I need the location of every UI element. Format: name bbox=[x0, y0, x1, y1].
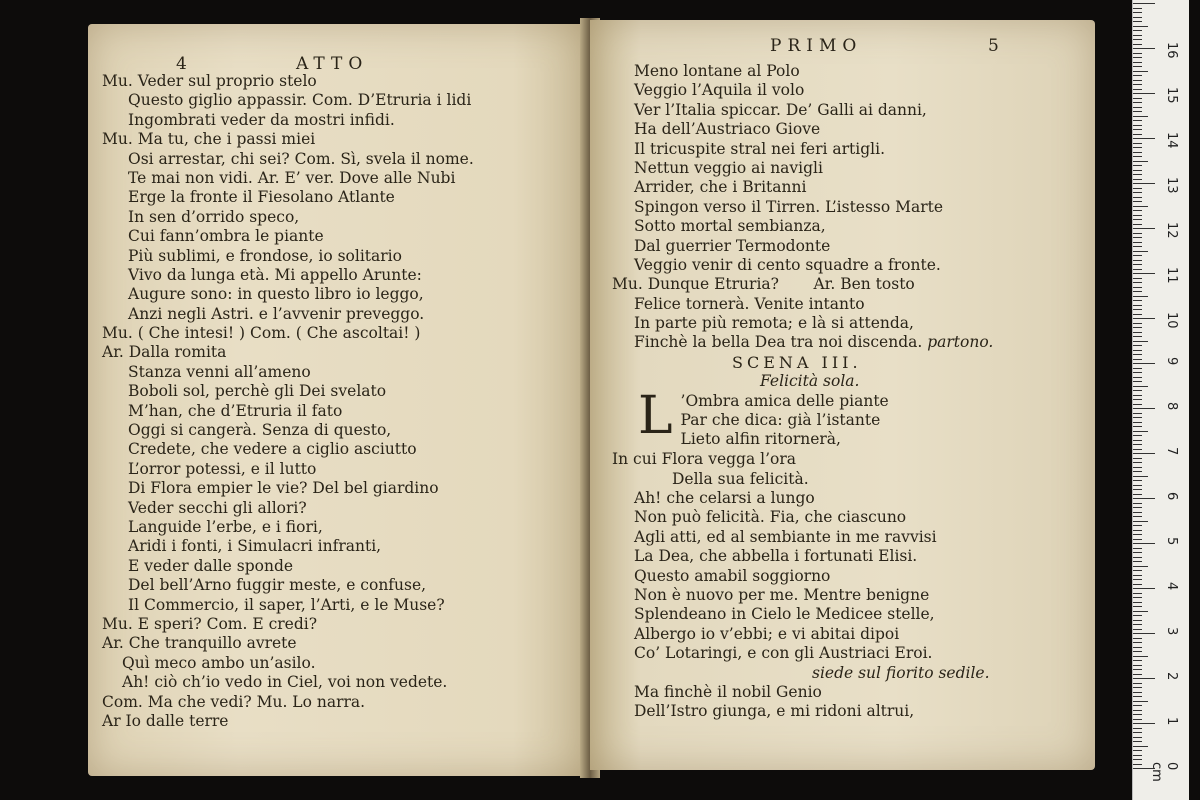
ruler-tick bbox=[1133, 494, 1142, 495]
ruler-tick bbox=[1133, 444, 1142, 445]
aria-line: Lieto alfin ritornerà, bbox=[680, 430, 841, 449]
exit-line bbox=[612, 333, 993, 352]
ruler-tick bbox=[1133, 84, 1142, 85]
ruler-tick bbox=[1133, 264, 1142, 265]
ruler-tick bbox=[1133, 467, 1142, 468]
ruler-tick bbox=[1133, 129, 1142, 130]
ruler-tick bbox=[1133, 476, 1148, 477]
text-line: Non può felicità. Fia, che ciascuno bbox=[634, 508, 907, 527]
ruler-tick bbox=[1133, 638, 1142, 639]
text-line: In parte più remota; e là si attenda, bbox=[634, 314, 914, 333]
ruler-tick bbox=[1133, 188, 1142, 189]
ruler-tick bbox=[1133, 138, 1155, 139]
ruler-tick bbox=[1133, 435, 1142, 436]
ruler-tick bbox=[1133, 98, 1142, 99]
ruler-tick bbox=[1133, 750, 1142, 751]
ruler-tick bbox=[1133, 48, 1155, 49]
ruler-tick bbox=[1133, 296, 1148, 297]
ruler-tick bbox=[1133, 183, 1155, 184]
ruler-tick bbox=[1133, 368, 1142, 369]
ruler-label: 15 bbox=[1164, 87, 1179, 104]
ruler-label: 12 bbox=[1164, 222, 1179, 239]
ruler-tick bbox=[1133, 480, 1142, 481]
ruler-tick bbox=[1133, 602, 1142, 603]
ruler-tick bbox=[1133, 147, 1142, 148]
ruler-label: 7 bbox=[1164, 447, 1179, 456]
text-line: Oggi si cangerà. Senza di questo, bbox=[128, 421, 392, 440]
ruler-tick bbox=[1133, 431, 1148, 432]
book-spread bbox=[80, 18, 1100, 776]
ruler-tick bbox=[1133, 413, 1142, 414]
text-line: Te mai non vidi. Ar. E’ ver. Dove alle Nubi bbox=[128, 168, 456, 187]
ruler-tick bbox=[1133, 710, 1142, 711]
ruler-label: 14 bbox=[1164, 132, 1179, 149]
text-line: Mu. ( Che intesi! ) Com. ( Che ascoltai! ) bbox=[102, 324, 421, 343]
text-line: Veder secchi gli allori? bbox=[128, 498, 307, 517]
ruler-tick bbox=[1133, 503, 1142, 504]
ruler-tick bbox=[1133, 336, 1142, 337]
text-line: Di Flora empier le vie? Del bel giardino bbox=[128, 479, 439, 498]
text-line: Augure sono: in questo libro io leggo, bbox=[128, 285, 424, 304]
ruler-tick bbox=[1133, 323, 1142, 324]
page-number: 4 bbox=[176, 54, 187, 74]
ruler-tick bbox=[1133, 611, 1148, 612]
ruler-tick bbox=[1133, 498, 1155, 499]
text-line: Del bell’Arno fuggir meste, e confuse, bbox=[128, 576, 427, 595]
ruler-tick bbox=[1133, 485, 1142, 486]
ruler-tick bbox=[1133, 287, 1142, 288]
text-line: Ah! ciò ch’io vedo in Ciel, voi non vedete. bbox=[122, 673, 448, 692]
text-line: Meno lontane al Polo bbox=[634, 62, 800, 80]
ruler-tick bbox=[1133, 278, 1142, 279]
ruler-tick bbox=[1133, 201, 1142, 202]
ruler-label: 5 bbox=[1164, 537, 1179, 546]
text-line: Mu. Veder sul proprio stelo bbox=[102, 72, 317, 90]
ruler-tick bbox=[1133, 552, 1142, 553]
ruler-tick bbox=[1133, 62, 1142, 63]
ruler-tick bbox=[1133, 692, 1142, 693]
ruler-label: 4 bbox=[1164, 582, 1179, 591]
aria-line: Par che dica: già l’istante bbox=[680, 411, 881, 430]
ruler-tick bbox=[1133, 111, 1142, 112]
ruler-tick bbox=[1133, 426, 1142, 427]
text-line: Ar. Dalla romita bbox=[102, 343, 227, 362]
text-line: Languide l’erbe, e i fiori, bbox=[128, 517, 323, 536]
ruler-tick bbox=[1133, 521, 1148, 522]
ruler-tick bbox=[1133, 39, 1142, 40]
text-line: Anzi negli Astri. e l’avvenir preveggo. bbox=[128, 304, 425, 323]
ruler-tick bbox=[1133, 530, 1142, 531]
exit-line-text: Finchè la bella Dea tra noi discenda. bbox=[634, 333, 923, 352]
ruler-tick bbox=[1133, 516, 1142, 517]
ruler-tick bbox=[1133, 3, 1155, 4]
stage-direction: siede sul fiorito sedile. bbox=[812, 663, 990, 682]
ruler-tick bbox=[1133, 723, 1155, 724]
ruler-tick bbox=[1133, 350, 1142, 351]
ruler-tick bbox=[1133, 372, 1142, 373]
text-line: Ah! che celarsi a lungo bbox=[634, 489, 815, 508]
ruler-tick bbox=[1133, 651, 1142, 652]
ruler-tick bbox=[1133, 764, 1142, 765]
ruler-tick bbox=[1133, 75, 1142, 76]
text-line: Boboli sol, perchè gli Dei svelato bbox=[128, 382, 387, 401]
text-line: Osi arrestar, chi sei? Com. Sì, svela il nome. bbox=[128, 149, 474, 168]
scene-subtitle: Felicità sola. bbox=[760, 372, 860, 391]
ruler-tick bbox=[1133, 606, 1142, 607]
ruler-tick bbox=[1133, 210, 1142, 211]
ruler-tick bbox=[1133, 179, 1142, 180]
ruler-tick bbox=[1133, 363, 1155, 364]
ruler-tick bbox=[1133, 701, 1148, 702]
ruler-tick bbox=[1133, 584, 1142, 585]
ruler-tick bbox=[1133, 381, 1142, 382]
ruler-tick bbox=[1133, 359, 1142, 360]
ruler-tick bbox=[1133, 408, 1155, 409]
ruler-tick bbox=[1133, 255, 1142, 256]
ruler-tick bbox=[1133, 269, 1142, 270]
ruler-tick bbox=[1133, 548, 1142, 549]
ruler-tick bbox=[1133, 399, 1142, 400]
ruler-tick bbox=[1133, 620, 1142, 621]
ruler-tick bbox=[1133, 525, 1142, 526]
ruler-tick bbox=[1133, 197, 1142, 198]
ruler-label: 0 cm bbox=[1149, 762, 1179, 782]
ruler-tick bbox=[1133, 66, 1142, 67]
ruler-tick bbox=[1133, 314, 1142, 315]
ruler-tick bbox=[1133, 237, 1142, 238]
ruler-tick bbox=[1133, 93, 1155, 94]
ruler-tick bbox=[1133, 593, 1142, 594]
text-line: Com. Ma che vedi? Mu. Lo narra. bbox=[102, 692, 366, 711]
ruler-label: 16 bbox=[1164, 42, 1179, 59]
ruler-tick bbox=[1133, 152, 1142, 153]
ruler-tick bbox=[1133, 615, 1142, 616]
left-page-text bbox=[102, 72, 474, 731]
ruler-tick bbox=[1133, 246, 1142, 247]
text-line: Non è nuovo per me. Mentre benigne bbox=[634, 585, 930, 604]
ruler-tick bbox=[1133, 390, 1142, 391]
ruler-tick bbox=[1133, 534, 1142, 535]
ruler-tick bbox=[1133, 633, 1155, 634]
ruler-label: 2 bbox=[1164, 672, 1179, 681]
ruler-tick bbox=[1133, 341, 1148, 342]
right-page bbox=[590, 20, 1095, 770]
ruler-tick bbox=[1133, 656, 1148, 657]
ruler-tick bbox=[1133, 345, 1142, 346]
ruler-tick bbox=[1133, 53, 1142, 54]
ruler-tick bbox=[1133, 156, 1142, 157]
ruler-tick bbox=[1133, 665, 1142, 666]
ruler-tick bbox=[1133, 557, 1142, 558]
text-line: Dell’Istro giunga, e mi ridoni altrui, bbox=[634, 702, 915, 721]
ruler-tick bbox=[1133, 539, 1142, 540]
ruler-tick bbox=[1133, 57, 1142, 58]
aria-line: ’Ombra amica delle piante bbox=[680, 391, 889, 410]
drop-cap: L bbox=[638, 385, 673, 446]
ruler-tick bbox=[1133, 170, 1142, 171]
ruler-label: 9 bbox=[1164, 357, 1179, 366]
ruler-tick bbox=[1133, 44, 1142, 45]
dialogue-line: Mu. Dunque Etruria? Ar. Ben tosto bbox=[612, 275, 915, 294]
ruler-tick bbox=[1133, 746, 1148, 747]
text-line: Il tricuspite stral nei feri artigli. bbox=[634, 139, 885, 158]
text-line: Questo amabil soggiorno bbox=[634, 566, 831, 585]
ruler-label: 13 bbox=[1164, 177, 1179, 194]
running-head: ATTO bbox=[296, 54, 369, 74]
ruler-tick bbox=[1133, 512, 1142, 513]
ruler-tick bbox=[1133, 543, 1155, 544]
text-line: Questo giglio appassir. Com. D’Etruria i lidi bbox=[128, 91, 472, 110]
ruler-tick bbox=[1133, 570, 1142, 571]
ruler-tick bbox=[1133, 597, 1142, 598]
page-number: 5 bbox=[988, 36, 999, 56]
ruler-tick bbox=[1133, 80, 1142, 81]
ruler-label: 6 bbox=[1164, 492, 1179, 501]
text-line: Ha dell’Austriaco Giove bbox=[634, 120, 821, 139]
ruler-tick bbox=[1133, 242, 1142, 243]
text-line: Ingombrati veder da mostri infidi. bbox=[128, 110, 395, 129]
ruler-tick bbox=[1133, 165, 1142, 166]
ruler-tick bbox=[1133, 759, 1142, 760]
ruler-tick bbox=[1133, 161, 1148, 162]
ruler-label: 3 bbox=[1164, 627, 1179, 636]
aria-line: In cui Flora vegga l’ora bbox=[612, 449, 797, 468]
ruler-tick bbox=[1133, 741, 1142, 742]
aria-block bbox=[612, 385, 993, 470]
text-line: Erge la fronte il Fiesolano Atlante bbox=[128, 188, 395, 207]
ruler-tick bbox=[1133, 453, 1155, 454]
text-line: Mu. E speri? Com. E credi? bbox=[102, 614, 318, 633]
text-line: Veggio l’Aquila il volo bbox=[634, 81, 805, 100]
ruler-tick bbox=[1133, 107, 1142, 108]
ruler-tick bbox=[1133, 422, 1142, 423]
ruler-label: 8 bbox=[1164, 402, 1179, 411]
ruler-tick bbox=[1133, 192, 1142, 193]
running-head: PRIMO bbox=[770, 36, 863, 56]
ruler-tick bbox=[1133, 728, 1142, 729]
ruler-tick bbox=[1133, 678, 1155, 679]
ruler-tick bbox=[1133, 273, 1155, 274]
ruler-tick bbox=[1133, 143, 1142, 144]
text-line: Dal guerrier Termodonte bbox=[634, 236, 831, 255]
ruler-tick bbox=[1133, 471, 1142, 472]
ruler-tick bbox=[1133, 206, 1148, 207]
ruler-tick bbox=[1133, 12, 1142, 13]
ruler-tick bbox=[1133, 26, 1148, 27]
text-line: Veggio venir di cento squadre a fronte. bbox=[634, 255, 941, 274]
ruler-tick bbox=[1133, 458, 1142, 459]
ruler-tick bbox=[1133, 579, 1142, 580]
text-line: Ver l’Italia spiccar. De’ Galli ai danni, bbox=[634, 100, 927, 119]
ruler-tick bbox=[1133, 687, 1142, 688]
ruler-tick bbox=[1133, 102, 1142, 103]
text-line: Arrider, che i Britanni bbox=[634, 178, 807, 197]
ruler-tick bbox=[1133, 309, 1142, 310]
ruler-tick bbox=[1133, 215, 1142, 216]
ruler-tick bbox=[1133, 21, 1142, 22]
ruler-tick bbox=[1133, 89, 1142, 90]
text-line: M’han, che d’Etruria il fato bbox=[128, 401, 343, 420]
ruler-tick bbox=[1133, 120, 1142, 121]
ruler-tick bbox=[1133, 489, 1142, 490]
left-page bbox=[88, 24, 588, 776]
text-line: Più sublimi, e frondose, io solitario bbox=[128, 246, 402, 265]
ruler-tick bbox=[1133, 404, 1142, 405]
text-line: Ar. Che tranquillo avrete bbox=[102, 634, 297, 653]
ruler-tick bbox=[1133, 125, 1142, 126]
text-line: Felice tornerà. Venite intanto bbox=[634, 294, 865, 313]
ruler-tick bbox=[1133, 462, 1142, 463]
text-line: Cui fann’ombra le piante bbox=[128, 227, 324, 246]
ruler-tick bbox=[1133, 224, 1142, 225]
text-line: Il Commercio, il saper, l’Arti, e le Muse? bbox=[128, 595, 445, 614]
text-line: Nettun veggio ai navigli bbox=[634, 158, 823, 177]
text-line: Ar Io dalle terre bbox=[102, 711, 229, 730]
ruler-tick bbox=[1133, 291, 1142, 292]
exit-stage-direction: partono. bbox=[927, 333, 994, 352]
text-line: Aridi i fonti, i Simulacri infranti, bbox=[128, 537, 382, 556]
ruler-tick bbox=[1133, 17, 1142, 18]
ruler-tick bbox=[1133, 251, 1148, 252]
ruler-tick bbox=[1133, 332, 1142, 333]
ruler-tick bbox=[1133, 35, 1142, 36]
ruler-tick bbox=[1133, 260, 1142, 261]
ruler-tick bbox=[1133, 705, 1142, 706]
text-line: Spingon verso il Tirren. L’istesso Marte bbox=[634, 197, 944, 216]
ruler-tick bbox=[1133, 642, 1142, 643]
ruler-tick bbox=[1133, 30, 1142, 31]
text-line: Quì meco ambo un’asilo. bbox=[122, 653, 316, 672]
ruler-tick bbox=[1133, 174, 1142, 175]
ruler-tick bbox=[1133, 327, 1142, 328]
ruler-tick bbox=[1133, 134, 1142, 135]
ruler-tick bbox=[1133, 282, 1142, 283]
ruler-tick bbox=[1133, 395, 1142, 396]
ruler-tick bbox=[1133, 732, 1142, 733]
ruler-tick bbox=[1133, 449, 1142, 450]
ruler-tick bbox=[1133, 696, 1142, 697]
ruler-tick bbox=[1133, 116, 1148, 117]
text-line: Credete, che vedere a ciglio asciutto bbox=[128, 440, 417, 459]
aria-line: Della sua felicità. bbox=[672, 469, 809, 488]
ruler-tick bbox=[1133, 8, 1142, 9]
ruler-tick bbox=[1133, 719, 1142, 720]
ruler-tick bbox=[1133, 674, 1142, 675]
text-line: E veder dalle sponde bbox=[128, 556, 294, 575]
ruler-tick bbox=[1133, 755, 1142, 756]
ruler-tick bbox=[1133, 507, 1142, 508]
ruler-tick bbox=[1133, 305, 1142, 306]
text-line: Stanza venni all’ameno bbox=[128, 362, 311, 381]
ruler-tick bbox=[1133, 354, 1142, 355]
ruler-tick bbox=[1133, 440, 1142, 441]
text-line: Sotto mortal sembianza, bbox=[634, 217, 826, 236]
text-line: Ma finchè il nobil Genio bbox=[634, 682, 822, 701]
ruler-tick bbox=[1133, 660, 1142, 661]
text-line: In sen d’orrido speco, bbox=[128, 207, 300, 226]
text-line: Splendeano in Cielo le Medicee stelle, bbox=[634, 605, 935, 624]
ruler-label: 1 bbox=[1164, 717, 1179, 726]
scene-title: SCENA III. bbox=[732, 352, 862, 372]
text-line: Mu. Ma tu, che i passi miei bbox=[102, 130, 316, 149]
ruler-tick bbox=[1133, 386, 1148, 387]
text-line: L’orror potessi, e il lutto bbox=[128, 459, 317, 478]
text-line: Co’ Lotaringi, e con gli Austriaci Eroi. bbox=[634, 644, 933, 663]
text-line: Albergo io v’ebbi; e vi abitai dipoi bbox=[634, 624, 900, 643]
ruler-label: 10 bbox=[1164, 312, 1179, 329]
ruler-tick bbox=[1133, 377, 1142, 378]
text-line: La Dea, che abbella i fortunati Elisi. bbox=[634, 547, 918, 566]
ruler-tick bbox=[1133, 575, 1142, 576]
ruler-tick bbox=[1133, 228, 1155, 229]
text-line: Vivo da lunga età. Mi appello Arunte: bbox=[128, 265, 422, 284]
ruler-tick bbox=[1133, 566, 1148, 567]
ruler-tick bbox=[1133, 683, 1142, 684]
ruler-tick bbox=[1133, 714, 1142, 715]
ruler-tick bbox=[1133, 669, 1142, 670]
ruler-tick bbox=[1133, 624, 1142, 625]
ruler-tick bbox=[1133, 647, 1142, 648]
ruler-tick bbox=[1133, 737, 1142, 738]
text-line: Agli atti, ed al sembiante in me ravvisi bbox=[634, 527, 937, 546]
ruler-tick bbox=[1133, 233, 1142, 234]
ruler-tick bbox=[1133, 417, 1142, 418]
measurement-ruler bbox=[1132, 0, 1189, 800]
ruler-tick bbox=[1133, 561, 1142, 562]
ruler-tick bbox=[1133, 629, 1142, 630]
ruler-label: 11 bbox=[1164, 267, 1179, 284]
ruler-tick bbox=[1133, 71, 1148, 72]
ruler-tick bbox=[1133, 219, 1142, 220]
ruler-tick bbox=[1133, 588, 1155, 589]
ruler-tick bbox=[1133, 300, 1142, 301]
right-page-text bbox=[612, 62, 993, 722]
ruler-tick bbox=[1133, 318, 1155, 319]
